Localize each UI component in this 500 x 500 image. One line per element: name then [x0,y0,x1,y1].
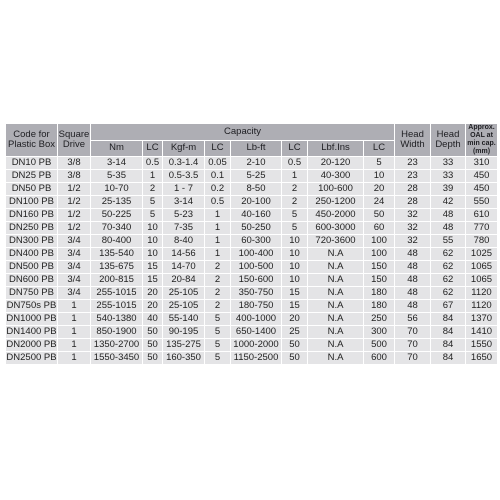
table-cell: 1 [205,222,231,235]
table-cell: 39 [431,183,466,196]
table-cell: 1650 [466,352,498,365]
table-cell: 5 [205,339,231,352]
table-cell: 850-1900 [91,326,143,339]
table-cell: 2 [205,300,231,313]
table-cell: 20 [143,287,163,300]
table-cell: 180 [364,287,395,300]
table-cell: 33 [431,170,466,183]
table-cell: 310 [466,157,498,170]
table-cell: 1 [58,339,91,352]
header-capacity: Capacity [91,124,395,141]
table-cell: 62 [431,287,466,300]
table-cell: 150 [364,261,395,274]
table-cell: 5-23 [163,209,205,222]
header-head-depth: Head Depth [431,124,466,157]
table-cell: 3-14 [163,196,205,209]
table-cell: 40-300 [308,170,364,183]
table-cell: 5-25 [231,170,282,183]
table-cell: 14-56 [163,248,205,261]
table-cell: 48 [395,300,431,313]
table-cell: 84 [431,352,466,365]
table-cell: 1120 [466,287,498,300]
table-cell: 450 [466,170,498,183]
table-cell: DN25 PB [6,170,58,183]
table-cell: 48 [395,287,431,300]
table-cell: 5 [143,196,163,209]
table-cell: 1 [58,352,91,365]
table-cell: 600 [364,352,395,365]
table-cell: N.A [308,339,364,352]
table-cell: 250 [364,313,395,326]
table-cell: 0.3-1.4 [163,157,205,170]
table-cell: 40 [143,313,163,326]
table-cell: 70 [395,352,431,365]
table-cell: 255-1015 [91,287,143,300]
table-cell: 23 [395,170,431,183]
table-cell: 400-1000 [231,313,282,326]
table-cell: 1/2 [58,209,91,222]
table-cell: 50 [143,352,163,365]
table-cell: 100-500 [231,261,282,274]
table-row [6,209,498,222]
table-row [6,183,498,196]
table-cell: 450 [466,183,498,196]
table-row [6,352,498,365]
table-row [6,287,498,300]
table-cell: 150 [364,274,395,287]
table-cell: N.A [308,326,364,339]
table-cell: 15 [282,287,308,300]
table-cell: 25-105 [163,287,205,300]
table-cell: 50 [364,209,395,222]
table-cell: 8-40 [163,235,205,248]
table-cell: 25-105 [163,300,205,313]
header-square-drive: Square Drive [58,124,91,157]
table-cell: 770 [466,222,498,235]
table-cell: 1 [143,170,163,183]
table-cell: 5-35 [91,170,143,183]
table-cell: 1550-3450 [91,352,143,365]
table-cell: 5 [205,326,231,339]
table-cell: 70-340 [91,222,143,235]
table-cell: N.A [308,300,364,313]
table-cell: 50-225 [91,209,143,222]
table-cell: 5 [205,352,231,365]
table-row [6,339,498,352]
table-cell: 50 [282,352,308,365]
table-row [6,235,498,248]
table-cell: 5 [143,209,163,222]
table-cell: 10 [143,248,163,261]
table-cell: 33 [431,157,466,170]
table-cell: 10-70 [91,183,143,196]
spec-table-body [6,157,498,365]
table-cell: 48 [395,261,431,274]
header-code: Code for Plastic Box [6,124,58,157]
table-cell: 1 - 7 [163,183,205,196]
table-cell: DN500 PB [6,261,58,274]
table-cell: 48 [431,209,466,222]
table-cell: 50 [143,326,163,339]
table-cell: 1065 [466,261,498,274]
table-cell: 450-2000 [308,209,364,222]
table-cell: 180 [364,300,395,313]
table-cell: 23 [395,157,431,170]
table-cell: 84 [431,313,466,326]
table-cell: 10 [364,170,395,183]
table-cell: 135-675 [91,261,143,274]
table-cell: DN1000 PB [6,313,57,324]
table-cell: 1/2 [58,196,91,209]
table-cell: 100 [364,235,395,248]
table-row [6,157,498,170]
table-cell: DN300 PB [6,235,58,248]
table-cell: 500 [364,339,395,352]
table-cell: 1 [58,300,91,313]
table-cell: N.A [308,261,364,274]
table-cell: 255-1015 [91,300,143,313]
table-cell: 3/4 [58,248,91,261]
table-cell: 15 [282,300,308,313]
table-cell: 42 [431,196,466,209]
table-cell: 0.05 [205,157,231,170]
table-cell: 250-1200 [308,196,364,209]
table-cell: 135-275 [163,339,205,352]
table-cell: 135-540 [91,248,143,261]
table-cell: 1550 [466,339,498,352]
table-cell: 0.2 [205,183,231,196]
table-cell: 48 [395,274,431,287]
table-cell: 10 [282,248,308,261]
table-cell: 25-135 [91,196,143,209]
table-cell: 300 [364,326,395,339]
header-oal: Approx. OAL at min cap. (mm) [467,124,496,155]
table-row [6,222,498,235]
table-cell: 48 [395,248,431,261]
table-cell: 7-35 [163,222,205,235]
table-cell: 55-140 [163,313,205,326]
table-row [6,261,498,274]
table-cell: 32 [395,209,431,222]
table-cell: DN10 PB [6,157,58,170]
table-cell: 1 [205,248,231,261]
table-cell: 1065 [466,274,498,287]
table-cell: 20 [143,300,163,313]
table-cell: 14-70 [163,261,205,274]
header-head-width: Head Width [395,124,431,157]
table-cell: 24 [364,196,395,209]
table-cell: 5 [205,313,231,326]
table-cell: N.A [308,313,364,326]
table-cell: 80-400 [91,235,143,248]
table-cell: 60-300 [231,235,282,248]
table-cell: 1/2 [58,222,91,235]
table-cell: 2 [282,183,308,196]
table-cell: DN2500 PB [6,352,57,363]
table-cell: DN750 PB [6,287,58,300]
table-cell: 32 [395,235,431,248]
table-cell: 540-1380 [91,313,143,326]
table-cell: 3/4 [58,287,91,300]
table-cell: 1 [205,235,231,248]
table-cell: 28 [395,196,431,209]
table-cell: 60 [364,222,395,235]
table-cell: 10 [143,222,163,235]
table-cell: 100-400 [231,248,282,261]
table-cell: 2 [205,287,231,300]
table-cell: 2 [143,183,163,196]
table-cell: 20 [282,313,308,326]
table-cell: DN2000 PB [6,339,57,350]
table-cell: 1 [282,170,308,183]
table-cell: 3/4 [58,235,91,248]
table-row [6,196,498,209]
table-cell: DN600 PB [6,274,58,287]
table-cell: 3/8 [58,157,91,170]
table-cell: 20 [364,183,395,196]
table-cell: DN160 PB [6,209,58,222]
table-cell: 62 [431,274,466,287]
header-lbft: Lb-ft [231,140,282,157]
table-cell: 5 [282,222,308,235]
header-kgfm: Kgf-m [163,140,205,157]
table-cell: DN750s PB [6,300,57,311]
table-cell: N.A [308,352,364,365]
table-cell: 550 [466,196,498,209]
spec-table [5,123,498,365]
table-cell: 90-195 [163,326,205,339]
header-lc: LC [205,140,231,157]
table-cell: 70 [395,339,431,352]
table-cell: 40-160 [231,209,282,222]
table-cell: 180-750 [231,300,282,313]
table-cell: 100 [364,248,395,261]
table-cell: 5 [282,209,308,222]
table-cell: 0.5 [282,157,308,170]
table-cell: 1 [58,326,91,339]
table-cell: 20-120 [308,157,364,170]
table-cell: DN100 PB [6,196,58,209]
table-cell: 1025 [466,248,498,261]
table-cell: 10 [282,274,308,287]
table-cell: N.A [308,274,364,287]
table-row [6,300,498,313]
table-cell: 2-10 [231,157,282,170]
table-cell: 10 [282,235,308,248]
table-cell: DN50 PB [6,183,58,196]
table-cell: 10 [143,235,163,248]
table-cell: 0.5 [205,196,231,209]
table-cell: 3/4 [58,274,91,287]
table-cell: N.A [308,287,364,300]
table-cell: 1000-2000 [231,339,282,352]
table-cell: 350-750 [231,287,282,300]
table-cell: 8-50 [231,183,282,196]
table-cell: 32 [395,222,431,235]
table-cell: 1350-2700 [91,339,143,352]
table-cell: 50-250 [231,222,282,235]
table-cell: 20-84 [163,274,205,287]
table-cell: 5 [364,157,395,170]
table-cell: 720-3600 [308,235,364,248]
table-cell: DN250 PB [6,222,58,235]
table-cell: 1 [205,209,231,222]
table-cell: 1120 [466,300,498,313]
table-cell: 84 [431,326,466,339]
table-cell: 55 [431,235,466,248]
table-cell: 48 [431,222,466,235]
table-cell: 50 [282,339,308,352]
header-lbfins: Lbf.Ins [308,140,364,157]
table-cell: DN1400 PB [6,326,57,337]
table-cell: 0.1 [205,170,231,183]
table-cell: 25 [282,326,308,339]
table-cell: 160-350 [163,352,205,365]
table-cell: 62 [431,248,466,261]
table-cell: 2 [205,274,231,287]
table-cell: 100-600 [308,183,364,196]
table-cell: 3/8 [58,170,91,183]
table-cell: 200-815 [91,274,143,287]
table-cell: 67 [431,300,466,313]
table-cell: 28 [395,183,431,196]
table-cell: 0.5 [143,157,163,170]
table-row [6,248,498,261]
table-cell: 15 [143,261,163,274]
header-lc: LC [282,140,308,157]
table-cell: N.A [308,248,364,261]
header-lc: LC [364,140,395,157]
header-lc: LC [143,140,163,157]
table-cell: DN400 PB [6,248,58,261]
table-cell: 3/4 [58,261,91,274]
table-cell: 62 [431,261,466,274]
table-cell: 1/2 [58,183,91,196]
table-cell: 20-100 [231,196,282,209]
table-cell: 56 [395,313,431,326]
table-row [6,170,498,183]
table-cell: 150-600 [231,274,282,287]
table-cell: 650-1400 [231,326,282,339]
table-cell: 84 [431,339,466,352]
table-cell: 50 [143,339,163,352]
table-row [6,313,498,326]
table-cell: 1410 [466,326,498,339]
table-cell: 15 [143,274,163,287]
table-row [6,326,498,339]
table-cell: 1370 [466,313,498,326]
table-cell: 780 [466,235,498,248]
table-cell: 1150-2500 [231,352,282,365]
table-row [6,274,498,287]
table-cell: 2 [205,261,231,274]
table-cell: 1 [58,313,91,326]
table-cell: 0.5-3.5 [163,170,205,183]
table-cell: 610 [466,209,498,222]
table-cell: 2 [282,196,308,209]
table-cell: 3-14 [91,157,143,170]
header-nm: Nm [91,140,143,157]
table-cell: 600-3000 [308,222,364,235]
table-cell: 10 [282,261,308,274]
table-cell: 70 [395,326,431,339]
